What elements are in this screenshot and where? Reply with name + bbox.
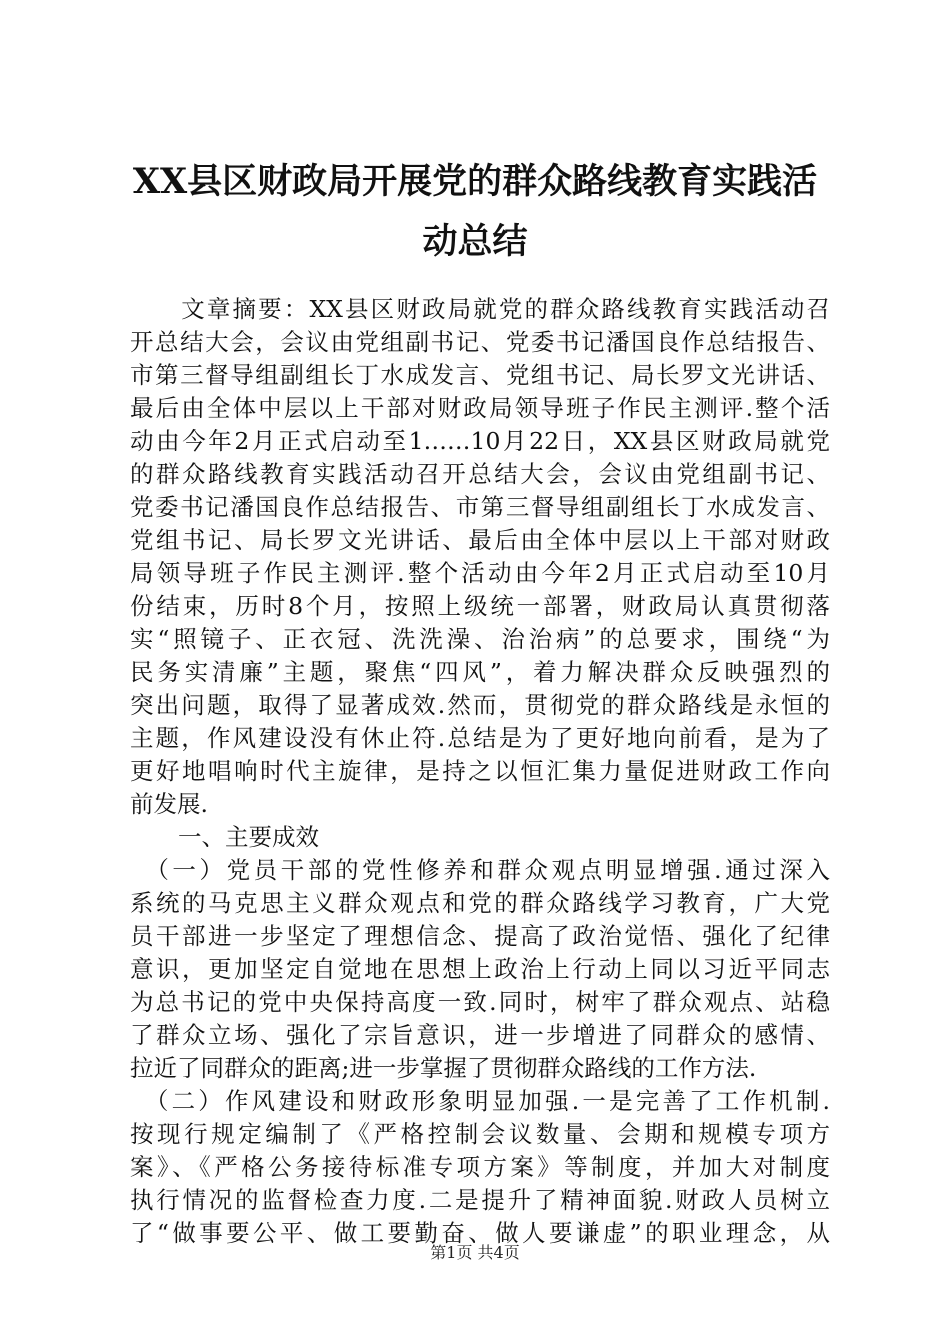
body-line: 更好地唱响时代主旋律，是持之以恒汇集力量促进财政工作向: [130, 757, 830, 785]
body-line: 了“做事要公平、做工要勤奋、做人要谦虚”的职业理念，从: [130, 1219, 830, 1247]
body-line: 开总结大会，会议由党组副书记、党委书记潘国良作总结报告、: [130, 328, 830, 356]
body-line: 动由今年2月正式启动至1……10月22日，XX县区财政局就党: [130, 427, 830, 455]
body-line: 系统的马克思主义群众观点和党的群众路线学习教育，广大党: [130, 889, 830, 917]
body-line: 文章摘要：XX县区财政局就党的群众路线教育实践活动召: [130, 295, 830, 323]
body-line: 实“照镜子、正衣冠、洗洗澡、治治病”的总要求，围绕“为: [130, 625, 830, 653]
body-line: 突出问题，取得了显著成效.然而，贯彻党的群众路线是永恒的: [130, 691, 830, 719]
body-line: 按现行规定编制了《严格控制会议数量、会期和规模专项方: [130, 1120, 830, 1148]
body-line: 执行情况的监督检查力度.二是提升了精神面貌.财政人员树立: [130, 1186, 830, 1214]
body-line: （一）党员干部的党性修养和群众观点明显增强.通过深入: [130, 856, 830, 884]
body-line: 的群众路线教育实践活动召开总结大会，会议由党组副书记、: [130, 460, 830, 488]
body-line: 主题，作风建设没有休止符.总结是为了更好地向前看，是为了: [130, 724, 830, 752]
body-line: 党委书记潘国良作总结报告、市第三督导组副组长丁水成发言、: [130, 493, 830, 521]
section-heading: 一、主要成效: [178, 823, 319, 851]
body-line: 民务实清廉”主题，聚焦“四风”，着力解决群众反映强烈的: [130, 658, 830, 686]
body-line: 拉近了同群众的距离;进一步掌握了贯彻群众路线的工作方法.: [130, 1054, 757, 1082]
document-title-line-2: 动总结: [422, 221, 528, 262]
body-line: 意识，更加坚定自觉地在思想上政治上行动上同以习近平同志: [130, 955, 830, 983]
body-line: （二）作风建设和财政形象明显加强.一是完善了工作机制.: [130, 1087, 830, 1115]
body-line: 市第三督导组副组长丁水成发言、党组书记、局长罗文光讲话、: [130, 361, 830, 389]
body-line: 员干部进一步坚定了理想信念、提高了政治觉悟、强化了纪律: [130, 922, 830, 950]
body-line: 最后由全体中层以上干部对财政局领导班子作民主测评.整个活: [130, 394, 830, 422]
body-line: 案》、《严格公务接待标准专项方案》等制度，并加大对制度: [130, 1153, 830, 1181]
body-line: 为总书记的党中央保持高度一致.同时，树牢了群众观点、站稳: [130, 988, 830, 1016]
body-line: 党组书记、局长罗文光讲话、最后由全体中层以上干部对财政: [130, 526, 830, 554]
document-title-line-1: XX县区财政局开展党的群众路线教育实践活: [132, 161, 818, 202]
body-line: 前发展.: [130, 790, 208, 818]
body-line: 份结束，历时8个月，按照上级统一部署，财政局认真贯彻落: [130, 592, 830, 620]
body-line: 局领导班子作民主测评.整个活动由今年2月正式启动至10月: [130, 559, 830, 587]
page-number-footer: 第1页 共4页: [430, 1243, 520, 1262]
body-line: 了群众立场、强化了宗旨意识，进一步增进了同群众的感情、: [130, 1021, 830, 1049]
